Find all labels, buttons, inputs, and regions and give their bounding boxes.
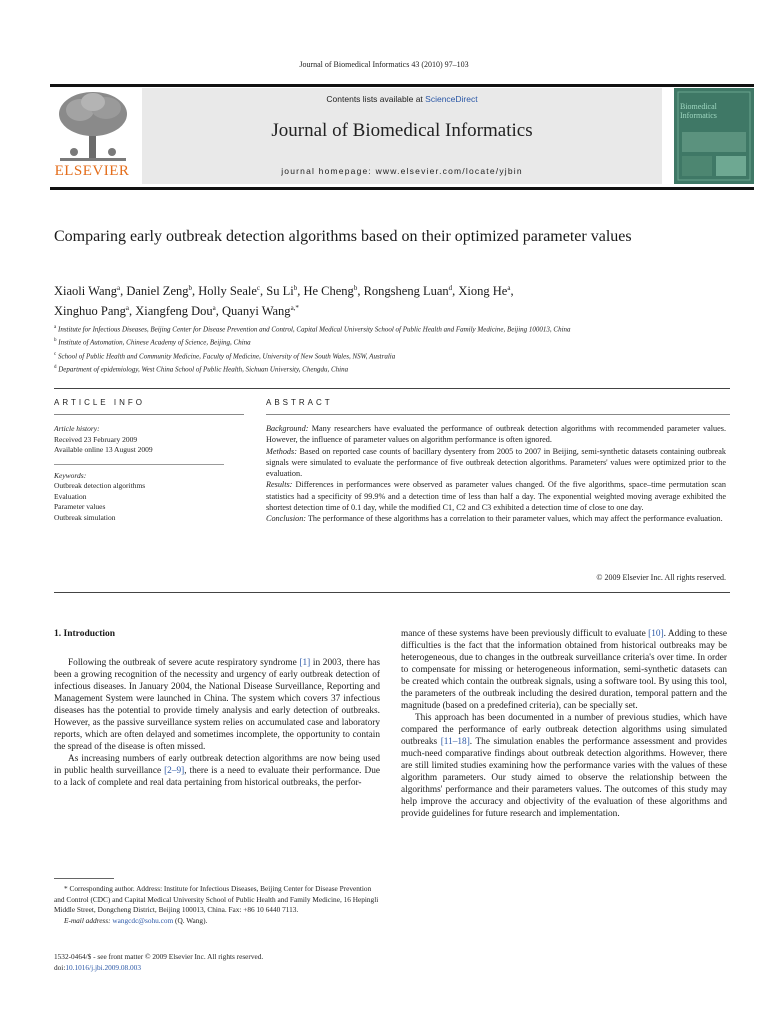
author: Xiong He$^a$, [458, 284, 514, 299]
divider [54, 592, 730, 593]
keywords-label: Keywords: [54, 470, 87, 480]
running-head: Journal of Biomedical Informatics 43 (2010) 97–103 [299, 60, 469, 69]
header-rule-top [50, 84, 754, 87]
body-paragraph: As increasing numbers of early outbreak detection algorithms are now being used in public health surveillance [2–9], there is a need to evaluate their performance. Due to a lack of complete and real data pertaining from historical outbreaks, the perfor- [54, 754, 380, 788]
body-paragraph: mance of these systems have been previously difficult to evaluate [10]. Adding to these difficulties is the fact that the information obtained from historical outbreaks may be heterogeneous, due to changes in the outbreak surveillance criteria's over time. In order to compensate for missing or heterogeneous information, semi-synthetic datasets can be created which contain the outbreak signals, using a software tool. By using this tool, the parameters of the outbreak including the desired duration, temporal pattern and the magnitude (based on a predefined criteria), can be specially set. [401, 629, 727, 711]
doi-link[interactable]: 10.1016/j.jbi.2009.08.003 [65, 962, 141, 972]
body-paragraph: This approach has been documented in a number of previous studies, which have compared the performance of early outbreak detection algorithms using simulated outbreaks [11–18]. The simulation enables the performance assessment and provides much-need comparative findings about outbreak detection algorithms. However, there are still limited studies examining how the performance varies with the values of these algorithm parameters. Our study aimed to observe the relationship between the algorithms' performance and their parameters values. The outcomes of this study may help improve the accuracy and objectivity of the evaluation of these algorithms and provide guidelines for future research and implementation. [401, 713, 728, 819]
email-link[interactable]: wangcdc@sohu.com [112, 915, 174, 925]
contents-line [142, 94, 662, 104]
available-date: Available online 13 August 2009 [54, 445, 153, 454]
divider [54, 388, 730, 389]
keyword: Outbreak detection algorithms [54, 481, 146, 490]
author: Xiaoli Wang$^a$, [54, 284, 127, 299]
divider [54, 414, 244, 415]
article-info-heading: ARTICLE INFO [54, 398, 145, 407]
body-column-left [54, 628, 380, 789]
history-label: Article history: [54, 424, 100, 433]
elsevier-tree-logo[interactable] [50, 88, 136, 184]
author: Daniel Zeng$^b$, [126, 284, 199, 299]
author: Rongsheng Luan$^d$, [363, 284, 459, 299]
section-heading: 1. Introduction [54, 629, 116, 639]
sciencedirect-link[interactable]: ScienceDirect [425, 94, 478, 104]
publisher-name: ELSEVIER [54, 163, 130, 179]
author: Su Li$^b$, [266, 284, 304, 299]
affiliation: $^b$ Institute of Automation, Chinese Academy of Science, Beijing, China [54, 338, 251, 347]
body-column-right [401, 628, 727, 820]
masthead [142, 88, 662, 184]
article-info [54, 424, 224, 523]
abstract-methods: Methods: Based on reported case counts of bacillary dysentery from 2005 to 2007 in Beijing, semi-synthetic datasets containing outbreak signals were simulated to evaluate the performance of five outbreak detection algorithms. Parameters' values were optimized prior to the evaluation. [266, 446, 726, 479]
citation-link[interactable]: [10] [648, 629, 664, 639]
tree-icon [50, 88, 136, 168]
abstract-results: Results: Differences in performances were observed as parameter values changed. Of the five algorithms, space–time permutation scan statistics had a specificity of 99.9% and a detection time of less than half a day. The exponential weighted moving average exhibited the shortest detection time of 0.1 day, while the modified C1, C2 and C3 exhibited a detection time of close to one day. [266, 480, 726, 513]
author: He Cheng$^b$, [303, 284, 364, 299]
divider [266, 414, 730, 415]
affiliations [54, 322, 744, 375]
footnote-rule [54, 878, 114, 879]
journal-title: Journal of Biomedical Informatics [271, 120, 533, 141]
abstract-background: Background: Many researchers have evaluated the performance of outbreak detection algorithms with recommended parameter values. However, the influence of parameter values on algorithm performance is often ignored. [266, 424, 726, 445]
author: Holly Seale$^c$, [198, 284, 267, 299]
abstract-heading: ABSTRACT [266, 398, 333, 407]
article-title: Comparing early outbreak detection algorithms based on their optimized parameter values [54, 228, 632, 245]
homepage-link[interactable]: www.elsevier.com/locate/yjbin [375, 166, 523, 176]
affiliation: $^d$ Department of epidemiology, West China School of Public Health, Sichuan University, Chengdu, China [54, 364, 349, 374]
journal-banner [50, 88, 754, 184]
divider [54, 464, 224, 465]
abstract-conclusion: Conclusion: The performance of these algorithms has a correlation to their parameter values, which may affect the performance evaluation. [266, 514, 723, 524]
affiliation: $^a$ Institute for Infectious Diseases, Beijing Center for Disease Prevention and Control, Capital Medical University School of Public Health and Family Medicine, Beijing 100013, China [54, 325, 571, 334]
contents-prefix: Contents lists available at [326, 94, 426, 104]
keyword: Outbreak simulation [54, 512, 116, 522]
body-paragraph: Following the outbreak of severe acute respiratory syndrome [1] in 2003, there has been a growing recognition of the necessity and urgency of early outbreak detection of infectious diseases. In January 2004, the National Disease Surveillance, Reporting and Management System were launched in China. The system which covers 37 infectious diseases has the potential to provide timely analysis and early detection of outbreaks. However, as the passive surveillance system relies on accumulated case and laboratory reports, which are often delayed and sometimes incomplete, the opportunity to contain the spread of the disease is often missed. [54, 658, 380, 752]
citation-link[interactable]: [2–9] [164, 766, 185, 776]
author-list [54, 280, 734, 320]
keyword: Evaluation [54, 491, 87, 501]
cover-title: Biomedical Informatics [680, 102, 717, 120]
keyword: Parameter values [54, 502, 106, 511]
corresponding-author[interactable]: Quanyi Wang$^{a,*}$ [222, 304, 299, 319]
header-rule-bottom [50, 187, 754, 190]
author: Xinghuo Pang$^a$, [54, 304, 136, 319]
journal-cover-thumbnail[interactable] [674, 88, 754, 184]
homepage-prefix: journal homepage: [281, 166, 376, 176]
affiliation: $^c$ School of Public Health and Community Medicine, Faculty of Medicine, University of New South Wales, NSW, Australia [54, 351, 396, 360]
journal-homepage [142, 166, 662, 176]
issn-info: 1532-0464/$ - see front matter © 2009 Elsevier Inc. All rights reserved. doi:10.1016/j.jbi.2009.08.003 [54, 952, 380, 973]
abstract-body [266, 423, 726, 525]
abstract-copyright: © 2009 Elsevier Inc. All rights reserved. [596, 573, 726, 582]
citation-link[interactable]: [1] [299, 658, 311, 668]
received-date: Received 23 February 2009 [54, 434, 138, 444]
corresponding-author-footnote: * Corresponding author. Address: Institute for Infectious Diseases, Beijing Center for Disease Prevention and Control (CDC) and Capital Medical University School of Public Health and Family Medicine, 16 Hepingli Middle Street, Dongcheng District, Beijing 100013, China. Fax: +86 10 6440 7113. E-mail address: wangcdc@sohu.com (Q. Wang). [54, 884, 379, 925]
citation-link[interactable]: [11–18] [440, 737, 470, 747]
front-matter-line: 1532-0464/$ - see front matter © 2009 Elsevier Inc. All rights reserved. [54, 952, 264, 961]
author: Xiangfeng Dou$^a$, [135, 304, 223, 319]
